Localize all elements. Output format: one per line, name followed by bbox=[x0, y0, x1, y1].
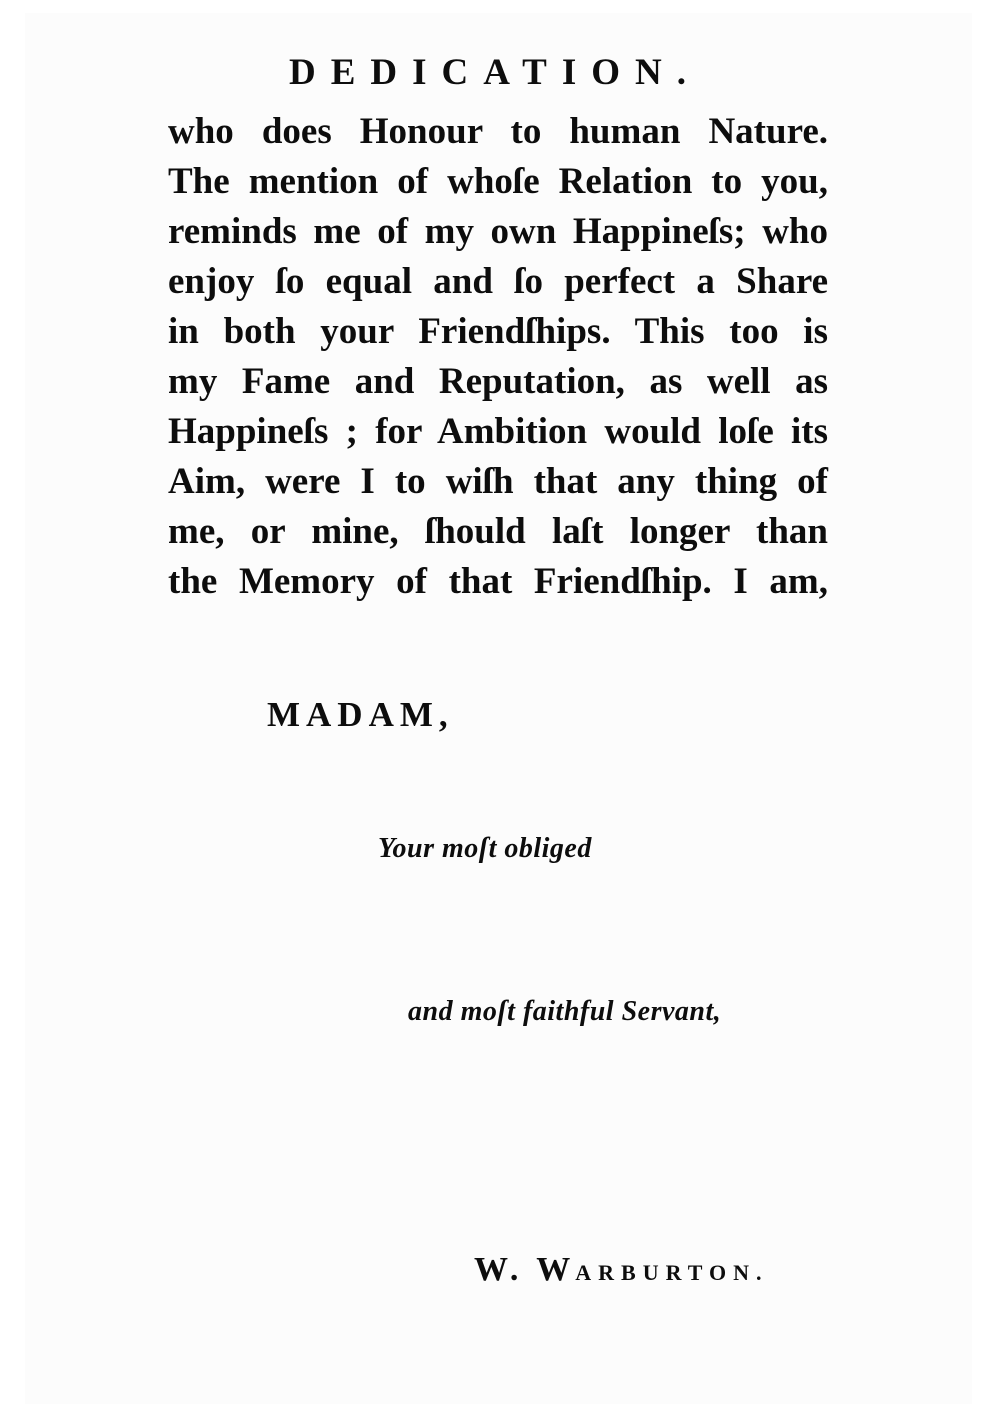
body-line: reminds me of my own Happineſs; who bbox=[168, 211, 828, 252]
body-line: The mention of whoſe Relation to you, bbox=[168, 161, 828, 202]
body-line: the Memory of that Friendſhip. I am, bbox=[168, 561, 828, 602]
closing-line-2: and moſt faithful Servant, bbox=[408, 996, 722, 1027]
body-line: Happineſs ; for Ambition would loſe its bbox=[168, 411, 828, 452]
signature-surname-rest: ARBURTON. bbox=[575, 1260, 769, 1285]
page-heading bbox=[0, 51, 1000, 95]
body-line: who does Honour to human Nature. bbox=[168, 111, 828, 152]
dedication-body bbox=[168, 107, 828, 607]
closing-line-1: Your moſt obliged bbox=[378, 833, 592, 864]
body-line: Aim, were I to wiſh that any thing of bbox=[168, 461, 828, 502]
body-line: me, or mine, ſhould laſt longer than bbox=[168, 511, 828, 552]
signature-surname-initial: W bbox=[536, 1251, 576, 1288]
body-line: in both your Friendſhips. This too is bbox=[168, 311, 828, 352]
body-line: enjoy ſo equal and ſo perfect a Share bbox=[168, 261, 828, 302]
salutation: MADAM, bbox=[267, 695, 454, 734]
heading-text: DEDICATION. bbox=[288, 52, 702, 93]
signature bbox=[474, 1250, 769, 1293]
body-line: my Fame and Reputation, as well as bbox=[168, 361, 828, 402]
signature-first-initial: W. bbox=[474, 1251, 537, 1288]
